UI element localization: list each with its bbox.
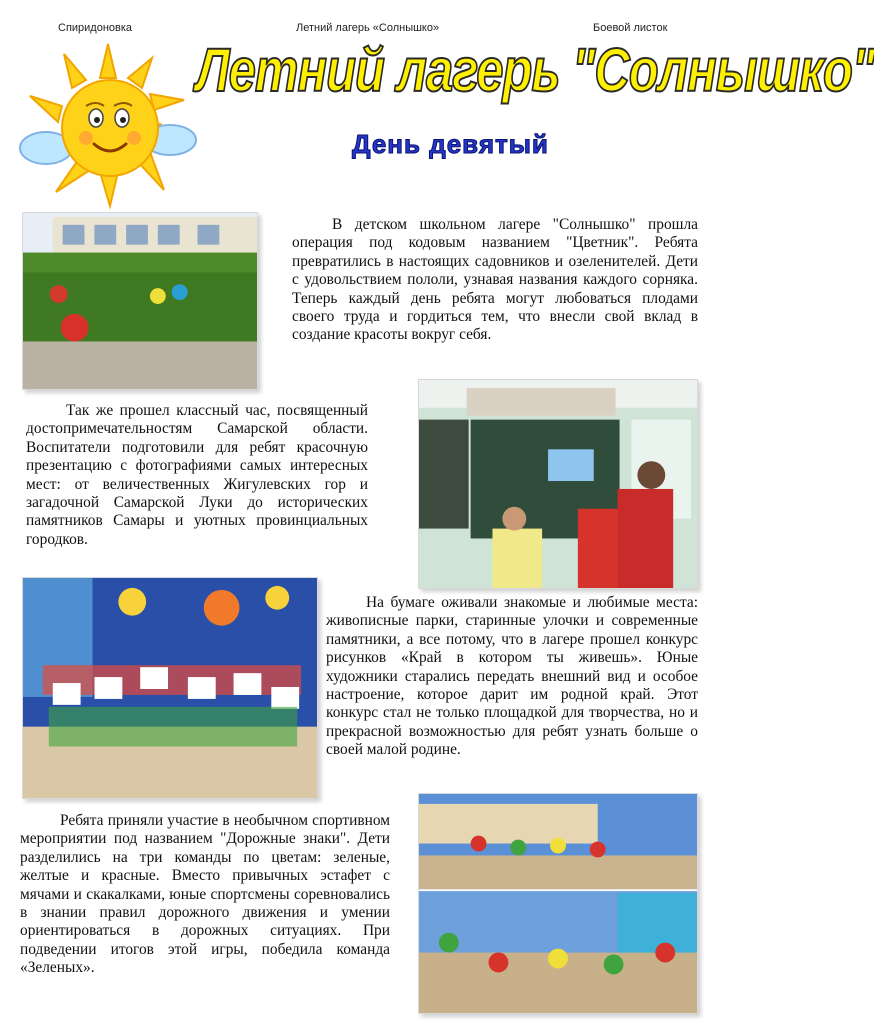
sun-logo [20, 40, 196, 210]
photo-road-signs-game [418, 793, 698, 1014]
photo-garden-weeding [22, 212, 258, 390]
page-title: Летний лагерь "Солнышко" [196, 37, 874, 105]
header-left: Спиридоновка [58, 22, 133, 34]
photo-drawing-contest [22, 577, 318, 799]
paragraph-flower-bed: В детском школьном лагере "Солнышко" прошла операция под кодовым названием "Цветник". Ребята превратились в настоящих садовников и озеленителей. Дети с удовольствием пололи, узнавая названия каждого сорняка. Теперь каждый день ребята могут любоваться плодами своего труда и гордиться тем, что внесли свой вклад в создание красоты вокруг себя. [292, 216, 698, 344]
page-subtitle: День девятый [352, 129, 549, 159]
header-right: Боевой листок [593, 22, 668, 34]
paragraph-drawing-contest: На бумаге оживали знакомые и любимые места: живописные парки, старинные улочки и современные памятники, а все потому, что в лагере прошел конкурс рисунков «Край в котором ты живешь». Юные художники старались передать внешний вид и особое настроение, которое дарит им родной край. Этот конкурс стал не только площадкой для творчества, но и прекрасной возможностью для ребят узнать больше о своей малой родине. [326, 594, 698, 759]
photo-classroom-hour [418, 379, 698, 589]
sun-face-icon [62, 80, 158, 176]
header-center: Летний лагерь «Солнышко» [296, 22, 440, 34]
paragraph-road-signs: Ребята приняли участие в необычном спортивном мероприятии под названием "Дорожные знаки". Дети разделились на три команды по цветам: зеленые, желтые и красные. Вместо привычных эстафет с мячами и скакалками, юные спортсмены соревновались в знании правил дорожного движения и умении ориентироваться в дорожных ситуациях. При подведении итогов этой игры, победила команда «Зеленых». [20, 812, 390, 977]
paragraph-class-hour: Так же прошел классный час, посвященный достопримечательностям Самарской области. Воспитатели подготовили для ребят красочную презентацию с фотографиями самых интересных мест: от величественных Жигулевских гор и загадочной Самарской Луки до исторических памятников Самары и уютных провинциальных городков. [26, 402, 368, 548]
